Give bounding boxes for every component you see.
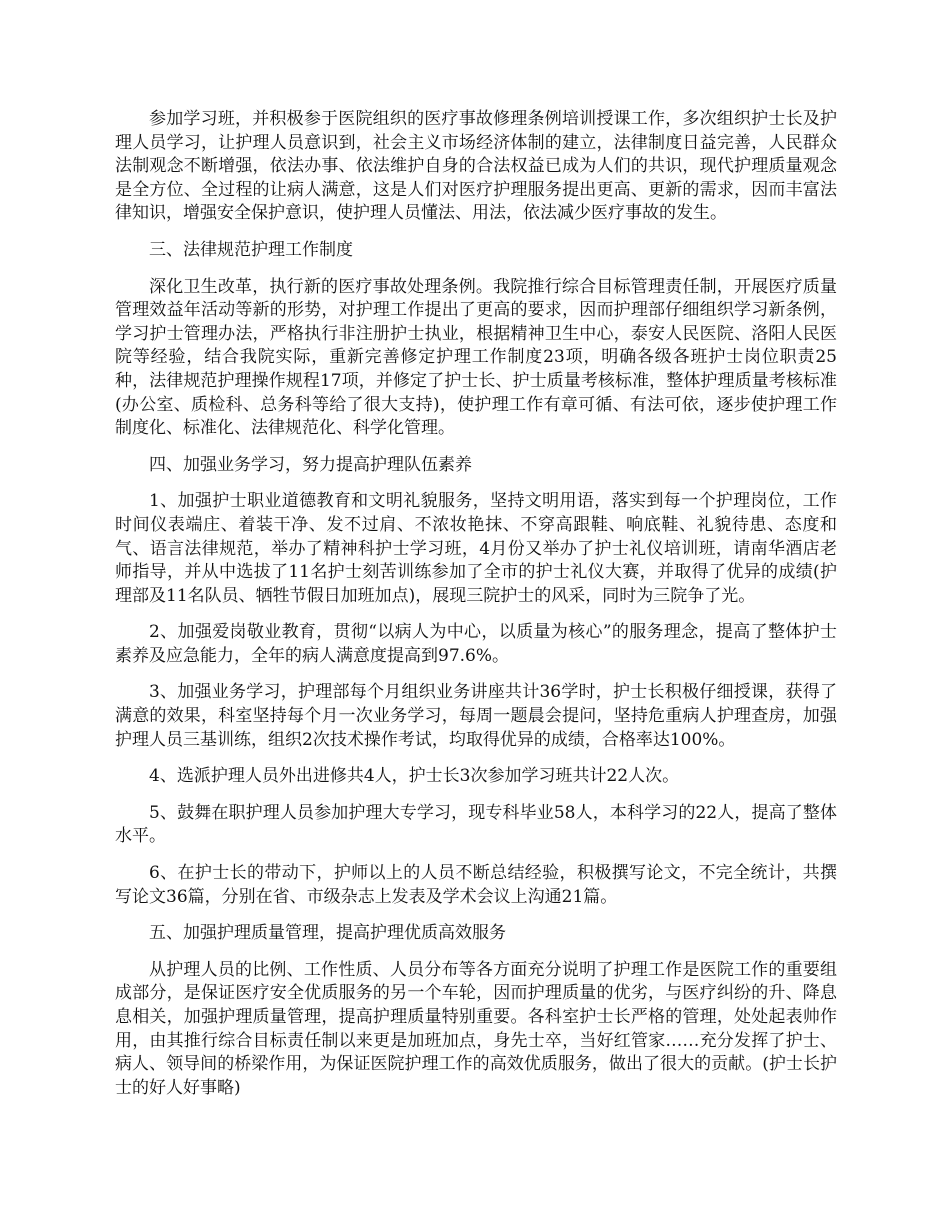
paragraph-item-2: 2、加强爱岗敬业教育，贯彻“以病人为中心，以质量为核心”的服务理念，提高了整体护士素养及应急能力，全年的病人满意度提高到97.6%。: [115, 622, 837, 666]
paragraph-item-6: 6、在护士长的带动下，护师以上的人员不断总结经验，积极撰写论文，不完全统计，共撰写论文36篇，分别在省、市级杂志上发表及学术会议上沟通21篇。: [115, 863, 837, 907]
section-heading-5: 五、加强护理质量管理，提高护理优质高效服务: [149, 923, 506, 944]
paragraph-item-4: 4、选派护理人员外出进修共4人，护士长3次参加学习班共计22人次。: [149, 766, 680, 787]
paragraph-regulations: 深化卫生改革，执行新的医疗事故处理条例。我院推行综合目标管理责任制，开展医疗质量管理效益年活动等新的形势，对护理工作提出了更高的要求，因而护理部仔细组织学习新条例，学习护士管理办法，严格执行非注册护士执业，根据精神卫生中心，泰安人民医院、洛阳人民医院等经验，结合我院实际，重新完善修定护理工作制度23项，明确各级各班护士岗位职责25种，法律规范护理操作规程17项，并修定了护士长、护士质量考核标准，整体护理质量考核标准(办公室、质检科、总务科等给了很大支持)，使护理工作有章可循、有法可依，逐步使护理工作制度化、标准化、法律规范化、科学化管理。: [115, 276, 837, 439]
paragraph-item-3: 3、加强业务学习，护理部每个月组织业务讲座共计36学时，护士长积极仔细授课，获得了满意的效果，科室坚持每个月一次业务学习，每周一题晨会提问，坚持危重病人护理查房，加强护理人员三基训练，组织2次技术操作考试，均取得优异的成绩，合格率达100%。: [115, 682, 837, 750]
section-heading-3: 三、法律规范护理工作制度: [149, 239, 353, 260]
document-page: [115, 108, 837, 1113]
paragraph-quality-management: 从护理人员的比例、工作性质、人员分布等各方面充分说明了护理工作是医院工作的重要组成部分，是保证医疗安全优质服务的另一个车轮，因而护理质量的优劣，与医疗纠纷的升、降息息相关，加强护理质量管理，提高护理质量特别重要。各科室护士长严格的管理，处处起表帅作用，由其推行综合目标责任制以来更是加班加点，身先士卒，当好红管家……充分发挥了护士、病人、领导间的桥梁作用，为保证医院护理工作的高效优质服务，做出了很大的贡献。(护士长护士的好人好事略): [115, 959, 837, 1098]
paragraph-item-5: 5、鼓舞在职护理人员参加护理大专学习，现专科毕业58人，本科学习的22人，提高了整体水平。: [115, 802, 837, 847]
section-heading-4: 四、加强业务学习，努力提高护理队伍素养: [149, 454, 472, 475]
paragraph-legal-training: 参加学习班，并积极参于医院组织的医疗事故修理条例培训授课工作，多次组织护士长及护理人员学习，让护理人员意识到，社会主义市场经济体制的建立，法律制度日益完善，人民群众法制观念不断增强，依法办事、依法维护自身的合法权益已成为人们的共识，现代护理质量观念是全方位、全过程的让病人满意，这是人们对医疗护理服务提出更高、更新的需求，因而丰富法律知识，增强安全保护意识，使护理人员懂法、用法，依法减少医疗事故的发生。: [115, 109, 837, 224]
paragraph-item-1: 1、加强护士职业道德教育和文明礼貌服务，坚持文明用语，落实到每一个护理岗位，工作时间仪表端庄、着装干净、发不过肩、不浓妆艳抹、不穿高跟鞋、响底鞋、礼貌待患、态度和气、语言法律规范，举办了精神科护士学习班，4月份又举办了护士礼仪培训班，请南华酒店老师指导，并从中选拔了11名护士刻苦训练参加了全市的护士礼仪大赛，并取得了优异的成绩(护理部及11名队员、牺牲节假日加班加点)，展现三院护士的风采，同时为三院争了光。: [115, 491, 837, 606]
